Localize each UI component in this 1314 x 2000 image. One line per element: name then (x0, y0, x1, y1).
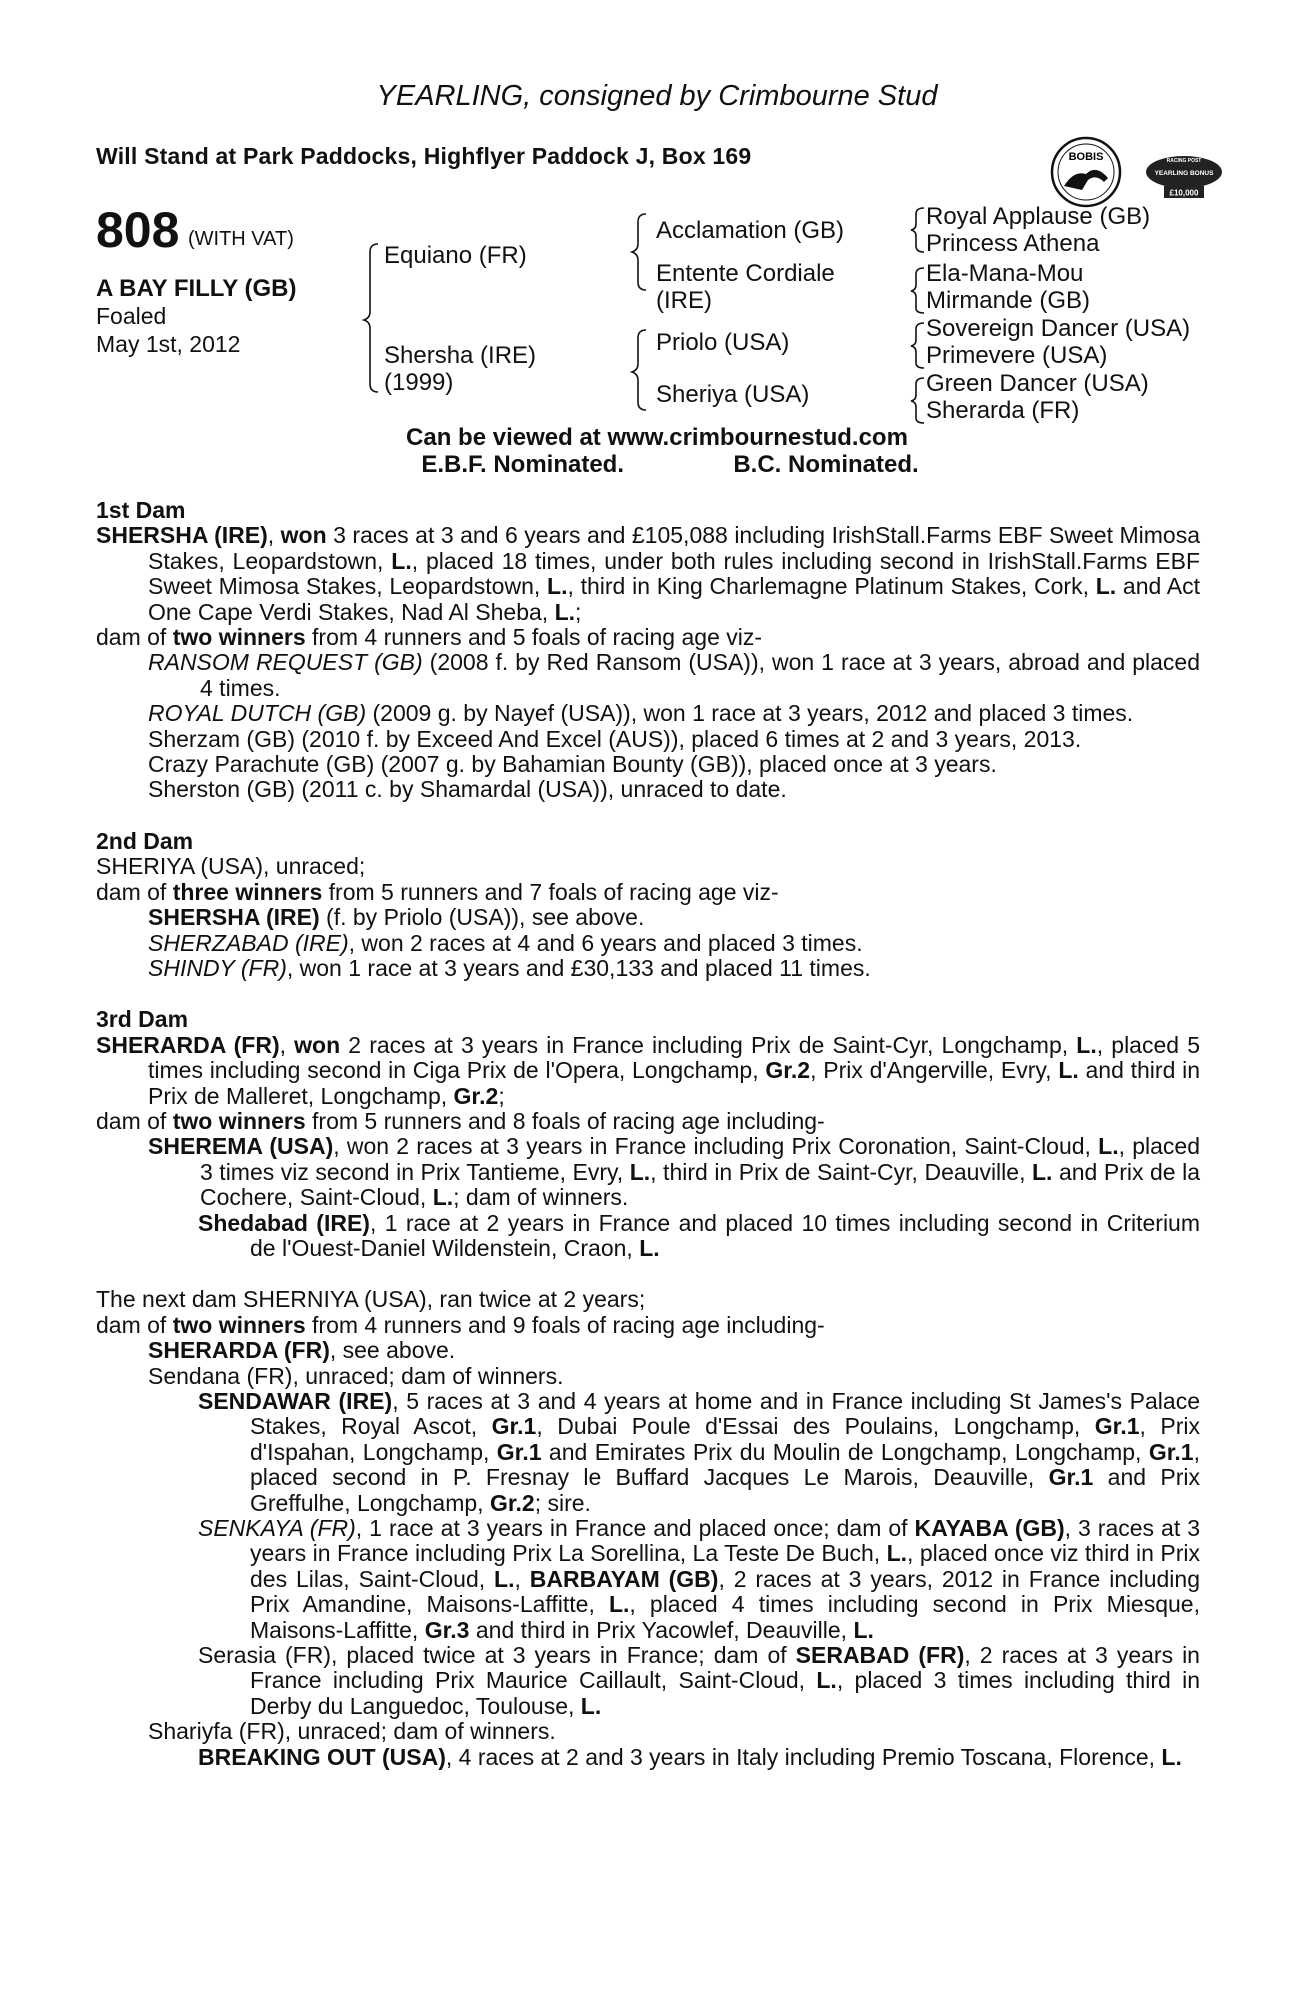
dam1-summary: dam of two winners from 4 runners and 5 foals of racing age viz- (96, 624, 763, 651)
nominations-line (0, 451, 1314, 478)
progeny-item: Shedabad (IRE), 1 race at 2 years in France and placed 10 times including second in Criterium de l'Ouest-Daniel Wildenstein, Craon, L. (198, 1209, 1200, 1261)
pedigree-sire-dam-name: Entente Cordiale (656, 260, 835, 287)
progeny-item: RANSOM REQUEST (GB) (2008 f. by Red Ransom (USA)), won 1 race at 3 years, abroad and placed 4 times. (148, 649, 1201, 701)
nomination-notes (0, 424, 1314, 478)
pedigree-sire-dam-country: (IRE) (656, 287, 712, 314)
svg-text:RACING POST: RACING POST (1166, 158, 1202, 164)
section-heading-1st-dam: 1st Dam (96, 497, 186, 523)
dam3-record: SHERARDA (FR), won 2 races at 3 years in France including Prix de Saint-Cyr, Longchamp, L., placed 5 times including second in Ciga Prix de l'Opera, Longchamp, Gr.2, Prix d'Angerville, Evry, L. and third in Prix de Malleret, Longchamp, Gr.2; (96, 1031, 1200, 1109)
svg-text:£10,000: £10,000 (1169, 188, 1199, 198)
page-title: YEARLING, consigned by Crimbourne Stud (376, 80, 938, 112)
lot-number: 808 (96, 202, 180, 258)
vat-note: (WITH VAT) (188, 228, 294, 250)
pedigree-dam-dam: Sheriya (USA) (656, 381, 810, 408)
foaled-label: Foaled (96, 303, 167, 329)
pedigree-dds: Green Dancer (USA) (926, 370, 1149, 397)
foaled-date: May 1st, 2012 (96, 331, 241, 357)
svg-text:BOBIS: BOBIS (1068, 151, 1104, 163)
pedigree-ddd: Sherarda (FR) (926, 397, 1080, 424)
dam3-summary: dam of two winners from 5 runners and 8 foals of racing age including- (96, 1107, 825, 1134)
progeny-item: Shariyfa (FR), unraced; dam of winners. (148, 1718, 556, 1745)
next-dam-record: The next dam SHERNIYA (USA), ran twice at 2 years; (96, 1286, 646, 1313)
progeny-item: SHERZABAD (IRE), won 2 races at 4 and 6 years and placed 3 times. (148, 929, 863, 956)
progeny-item: SENDAWAR (IRE), 5 races at 3 and 4 years at home and in France including St James's Palace Stakes, Royal Ascot, Gr.1, Dubai Poule d'Essai des Poulains, Longchamp, Gr.1, Prix d'Ispahan, Longchamp, Gr.1 and Emirates Prix du Moulin de Longchamp, Longchamp, Gr.1, placed second in P. Fresnay le Buffard Jacques Le Marois, Deauville, Gr.1 and Prix Greffulhe, Longchamp, Gr.2; sire. (198, 1388, 1200, 1516)
catalogue-text (96, 498, 1200, 1770)
progeny-item: Crazy Parachute (GB) (2007 g. by Bahamian Bounty (GB)), placed once at 3 years. (148, 751, 997, 778)
pedigree-sire: Equiano (FR) (384, 242, 527, 269)
progeny-item: Sherston (GB) (2011 c. by Shamardal (USA)), unraced to date. (148, 776, 787, 803)
dam1-record: SHERSHA (IRE), won 3 races at 3 and 6 years and £105,088 including IrishStall.Farms EBF Sweet Mimosa Stakes, Leopardstown, L., placed 18 times, under both rules including second in IrishStall.Farms EBF Sweet Mimosa Stakes, Leopardstown, L., third in King Charlemagne Platinum Stakes, Cork, L. and Act One Cape Verdi Stakes, Nad Al Sheba, L.; (96, 522, 1200, 625)
stand-location: Will Stand at Park Paddocks, Highflyer Paddock J, Box 169 (96, 143, 752, 169)
progeny-item: Sherzam (GB) (2010 f. by Exceed And Excel (AUS)), placed 6 times at 2 and 3 years, 2013. (148, 725, 1082, 752)
svg-text:YEARLING BONUS: YEARLING BONUS (1154, 170, 1214, 177)
pedigree-dam (384, 342, 536, 396)
lot-name: A BAY FILLY (GB) (96, 275, 297, 302)
pedigree-ssd: Princess Athena (926, 230, 1100, 257)
progeny-item: Sendana (FR), unraced; dam of winners. (148, 1362, 564, 1389)
progeny-item: SHERARDA (FR), see above. (148, 1337, 456, 1364)
progeny-item: Serasia (FR), placed twice at 3 years in France; dam of SERABAD (FR), 2 races at 3 years in France including Prix Maurice Caillault, Saint-Cloud, L., placed 3 times including third in Derby du Languedoc, Toulouse, L. (198, 1642, 1200, 1719)
pedigree-dam-sire: Priolo (USA) (656, 329, 790, 356)
pedigree-sss: Royal Applause (GB) (926, 203, 1151, 230)
next-dam-summary: dam of two winners from 4 runners and 9 foals of racing age including- (96, 1311, 825, 1338)
progeny-item: SHERSHA (IRE) (f. by Priolo (USA)), see above. (148, 904, 645, 931)
section-heading-3rd-dam: 3rd Dam (96, 1006, 189, 1033)
progeny-item: SENKAYA (FR), 1 race at 3 years in France and placed once; dam of KAYABA (GB), 3 races at 3 years in France including Prix La Sorellina, La Teste De Buch, L., placed once viz third in Prix des Lilas, Saint-Cloud, L., BARBAYAM (GB), 2 races at 3 years, 2012 in France including Prix Amandine, Maisons-Laffitte, L., placed 4 times including second in Prix Miesque, Maisons-Laffitte, Gr.3 and third in Prix Yacowlef, Deauville, L. (198, 1515, 1201, 1643)
dam2-summary: dam of three winners from 5 runners and 7 foals of racing age viz- (96, 878, 779, 905)
view-online-note: Can be viewed at www.crimbournestud.com (406, 424, 908, 451)
pedigree-sds: Ela-Mana-Mou (926, 260, 1084, 287)
pedigree-sdd: Mirmande (GB) (926, 287, 1091, 314)
progeny-item: BREAKING OUT (USA), 4 races at 2 and 3 years in Italy including Premio Toscana, Florence, L. (198, 1743, 1182, 1770)
pedigree-sire-dam (656, 260, 835, 314)
pedigree-sire-sire: Acclamation (GB) (656, 217, 845, 244)
pedigree-dam-name: Shersha (IRE) (384, 342, 537, 369)
pedigree-dsd: Primevere (USA) (926, 342, 1108, 369)
section-heading-2nd-dam: 2nd Dam (96, 827, 194, 854)
pedigree-dam-year: (1999) (384, 369, 454, 396)
progeny-item: SHEREMA (USA), won 2 races at 3 years in France including Prix Coronation, Saint-Cloud, L., placed 3 times viz second in Prix Tantieme, Evry, L., third in Prix de Saint-Cyr, Deauville, L. and Prix de la Cochere, Saint-Cloud, L.; dam of winners. (148, 1133, 1200, 1211)
dam2-record: SHERIYA (USA), unraced; (96, 853, 366, 880)
ebf-nomination: E.B.F. Nominated. (421, 451, 624, 478)
progeny-item: SHINDY (FR), won 1 race at 3 years and £30,133 and placed 11 times. (148, 954, 871, 981)
pedigree-dss: Sovereign Dancer (USA) (926, 315, 1191, 342)
progeny-item: ROYAL DUTCH (GB) (2009 g. by Nayef (USA)), won 1 race at 3 years, 2012 and placed 3 times. (148, 700, 1134, 727)
bc-nomination: B.C. Nominated. (733, 451, 919, 478)
